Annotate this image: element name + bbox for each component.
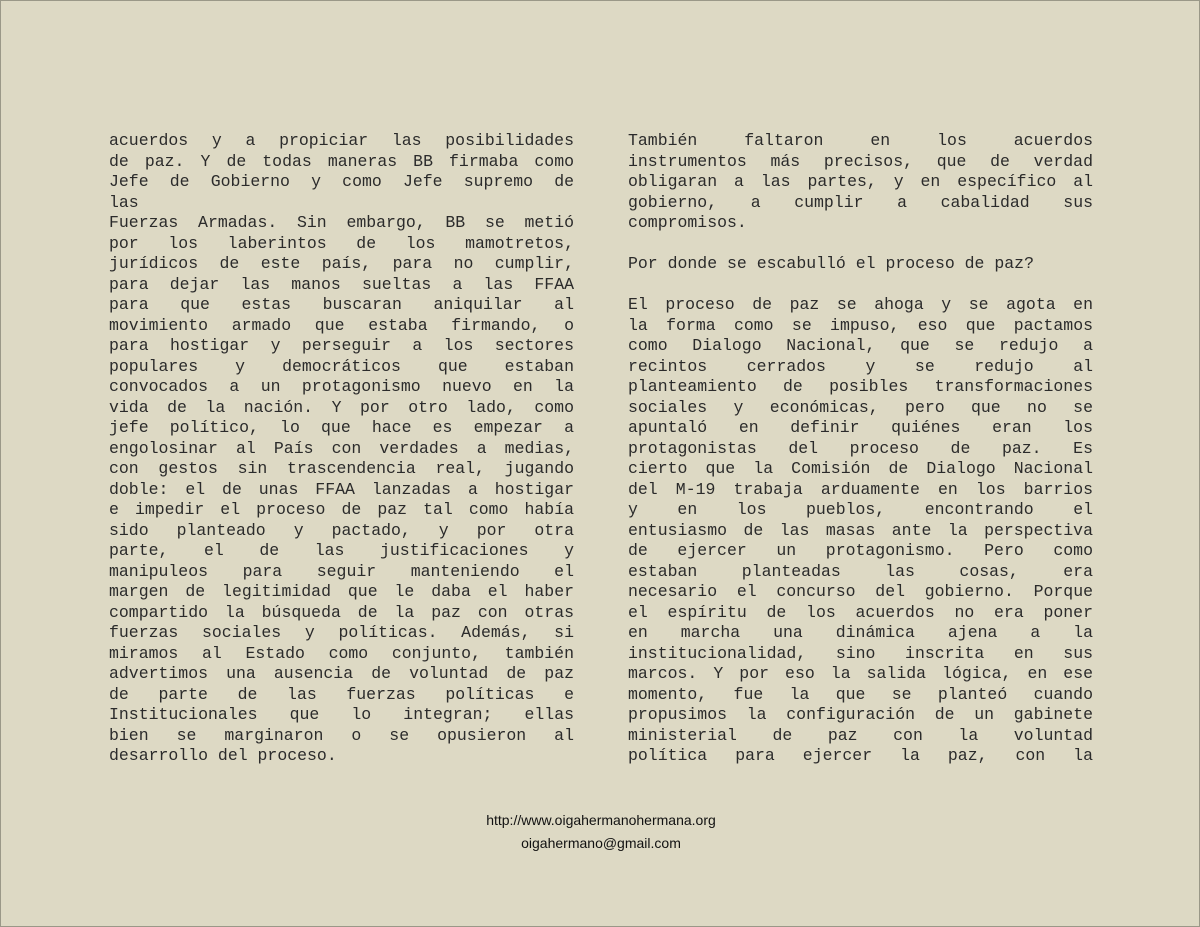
- text-line: apuntaló en definir quiénes eran los: [628, 418, 1093, 437]
- text-line: institucionalidad, sino inscrita en sus: [628, 643, 1093, 663]
- text-line: con gestos sin trascendencia real, jugando: [109, 459, 574, 478]
- text-line: ministerial de paz con la voluntad: [628, 725, 1093, 745]
- text-line: [628, 234, 1093, 255]
- text-line: necesario el concurso del gobierno. Porque: [628, 582, 1093, 601]
- text-line: jurídicos de este país, para no cumplir,: [109, 254, 574, 273]
- text-line: recintos cerrados y se redujo al: [628, 356, 1093, 376]
- text-line: [628, 275, 1093, 296]
- text-line: para dejar las manos sueltas a las FFAA: [109, 274, 574, 294]
- text-line: acuerdos y a propiciar las posibilidades: [109, 131, 574, 150]
- text-line: planteamiento de posibles transformaciones: [628, 377, 1093, 396]
- text-line: obligaran a las partes, y en específico al: [628, 172, 1093, 191]
- text-line: Institucionales que lo integran; ellas: [109, 705, 574, 724]
- text-line: Por donde se escabulló el proceso de paz?: [628, 254, 1034, 273]
- text-line: fuerzas sociales y políticas. Además, si: [109, 623, 574, 642]
- text-line: del M-19 trabaja arduamente en los barrios: [628, 479, 1093, 499]
- text-line: vida de la nación. Y por otro lado, como: [109, 397, 574, 417]
- text-line: entusiasmo de las masas ante la perspectiva: [628, 520, 1093, 540]
- text-line: compromisos.: [628, 213, 747, 232]
- text-line: El proceso de paz se ahoga y se agota en: [628, 295, 1093, 314]
- footer-email-link[interactable]: oigahermano@gmail.com: [521, 835, 681, 851]
- text-line: jefe político, lo que hace es empezar a: [109, 418, 574, 437]
- text-line: el espíritu de los acuerdos no era poner: [628, 602, 1093, 622]
- text-line: protagonistas del proceso de paz. Es: [628, 438, 1093, 458]
- text-line: de ejercer un protagonismo. Pero como: [628, 541, 1093, 560]
- text-line: margen de legitimidad que le daba el haber: [109, 582, 574, 601]
- text-line: engolosinar al País con verdades a medias,: [109, 438, 574, 458]
- text-line: como Dialogo Nacional, que se redujo a: [628, 336, 1093, 355]
- text-line: parte, el de las justificaciones y: [109, 541, 574, 560]
- text-line: convocados a un protagonismo nuevo en la: [109, 377, 574, 396]
- text-line: También faltaron en los acuerdos: [628, 131, 1093, 150]
- text-line: Jefe de Gobierno y como Jefe supremo de: [109, 172, 574, 191]
- text-line: marcos. Y por eso la salida lógica, en ese: [628, 664, 1093, 683]
- text-line: gobierno, a cumplir a cabalidad sus: [628, 192, 1093, 212]
- text-line: para hostigar y perseguir a los sectores: [109, 336, 574, 355]
- text-line: sociales y económicas, pero que no se: [628, 397, 1093, 417]
- text-line: propusimos la configuración de un gabinete: [628, 705, 1093, 724]
- left-text-column: [109, 131, 574, 767]
- text-line: movimiento armado que estaba firmando, o: [109, 315, 574, 335]
- text-line: política para ejercer la paz, con la: [628, 746, 1093, 765]
- text-line: e impedir el proceso de paz tal como había: [109, 500, 574, 519]
- text-line: en marcha una dinámica ajena a la: [628, 623, 1093, 642]
- text-line: momento, fue la que se planteó cuando: [628, 684, 1093, 704]
- text-line: estaban planteadas las cosas, era: [628, 561, 1093, 581]
- text-line: Fuerzas Armadas. Sin embargo, BB se metió: [109, 213, 574, 232]
- text-line: instrumentos más precisos, que de verdad: [628, 151, 1093, 171]
- text-line: populares y democráticos que estaban: [109, 356, 574, 376]
- text-line: manipuleos para seguir manteniendo el: [109, 561, 574, 581]
- text-line: la forma como se impuso, eso que pactamos: [628, 315, 1093, 335]
- text-line: de paz. Y de todas maneras BB firmaba como: [109, 151, 574, 171]
- text-line: miramos al Estado como conjunto, también: [109, 643, 574, 663]
- text-line: de parte de las fuerzas políticas e: [109, 684, 574, 704]
- text-line: doble: el de unas FFAA lanzadas a hostigar: [109, 479, 574, 499]
- text-line: cierto que la Comisión de Dialogo Nacional: [628, 459, 1093, 478]
- right-text-column: [628, 131, 1093, 767]
- text-line: compartido la búsqueda de la paz con otras: [109, 602, 574, 622]
- text-line: advertimos una ausencia de voluntad de paz: [109, 664, 574, 683]
- footer-url-link[interactable]: http://www.oigahermanohermana.org: [486, 812, 716, 828]
- text-line: por los laberintos de los mamotretos,: [109, 233, 574, 253]
- text-line: desarrollo del proceso.: [109, 746, 337, 765]
- text-line: para que estas buscaran aniquilar al: [109, 295, 574, 314]
- text-line: bien se marginaron o se opusieron al: [109, 725, 574, 745]
- text-line: sido planteado y pactado, y por otra: [109, 520, 574, 540]
- text-line: y en los pueblos, encontrando el: [628, 500, 1093, 519]
- text-line: las: [109, 192, 139, 212]
